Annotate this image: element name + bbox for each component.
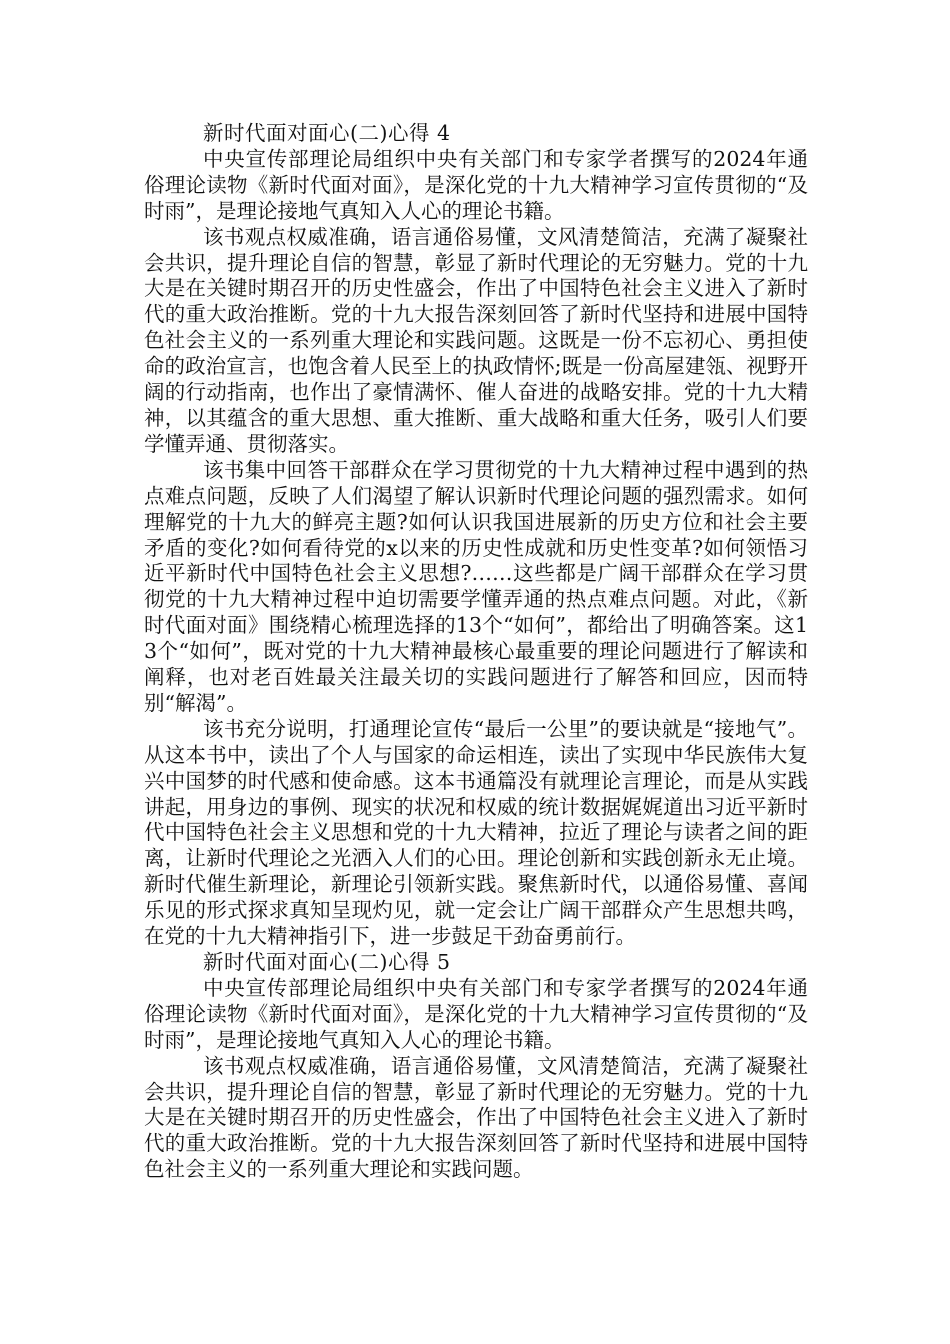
paragraph-hot-issues: 该书集中回答干部群众在学习贯彻党的十九大精神过程中遇到的热点难点问题，反映了人们渴望了解认识新时代理论问题的强烈需求。如何理解党的十九大的鲜亮主题?如何认识我国进展新的历史方位和社会主要矛盾的变化?如何看待党的x以来的历史性成就和历史性变革?如何领悟习近平新时代中国特色社会主义思想?……这些都是广阔干部群众在学习贯彻党的十九大精神过程中迫切需要学懂弄通的热点难点问题。对此，《新时代面对面》围绕精心梳理选择的13个“如何”，都给出了明确答案。这13个“如何”，既对党的十九大精神最核心最重要的理论问题进行了解读和阐释，也对老百姓最关注最关切的实践问题进行了解答和回应，因而特别“解渴”。 xyxy=(144,457,808,715)
paragraph-grounded: 该书充分说明，打通理论宣传“最后一公里”的要诀就是“接地气”。从这本书中，读出了个人与国家的命运相连，读出了实现中华民族伟大复兴中国梦的时代感和使命感。这本书通篇没有就理论言理论，而是从实践讲起，用身边的事例、现实的状况和权威的统计数据娓娓道出习近平新时代中国特色社会主义思想和党的十九大精神，拉近了理论与读者之间的距离，让新时代理论之光洒入人们的心田。理论创新和实践创新永无止境。新时代催生新理论，新理论引领新实践。聚焦新时代，以通俗易懂、喜闻乐见的形式探求真知呈现灼见，就一定会让广阔干部群众产生思想共鸣，在党的十九大精神指引下，进一步鼓足干劲奋勇前行。 xyxy=(144,716,808,949)
paragraph-viewpoint: 该书观点权威准确，语言通俗易懂，文风清楚简洁，充满了凝聚社会共识，提升理论自信的智慧，彰显了新时代理论的无穷魅力。党的十九大是在关键时期召开的历史性盛会，作出了中国特色社会主义进入了新时代的重大政治推断。党的十九大报告深刻回答了新时代坚持和进展中国特色社会主义的一系列重大理论和实践问题。这既是一份不忘初心、勇担使命的政治宣言，也饱含着人民至上的执政情怀;既是一份高屋建瓴、视野开阔的行动指南，也作出了豪情满怀、催人奋进的战略安排。党的十九大精神，以其蕴含的重大思想、重大推断、重大战略和重大任务，吸引人们要学懂弄通、贯彻落实。 xyxy=(144,224,808,456)
paragraph-viewpoint-2: 该书观点权威准确，语言通俗易懂，文风清楚简洁，充满了凝聚社会共识，提升理论自信的智慧，彰显了新时代理论的无穷魅力。党的十九大是在关键时期召开的历史性盛会，作出了中国特色社会主义进入了新时代的重大政治推断。党的十九大报告深刻回答了新时代坚持和进展中国特色社会主义的一系列重大理论和实践问题。 xyxy=(144,1053,808,1182)
document-page xyxy=(144,121,808,1183)
section-heading-4: 新时代面对面心(二)心得 4 xyxy=(203,121,451,145)
paragraph-intro-2: 中央宣传部理论局组织中央有关部门和专家学者撰写的2024年通俗理论读物《新时代面对面》，是深化党的十九大精神学习宣传贯彻的“及时雨”，是理论接地气真知入人心的理论书籍。 xyxy=(144,975,808,1052)
paragraph-intro: 中央宣传部理论局组织中央有关部门和专家学者撰写的2024年通俗理论读物《新时代面对面》，是深化党的十九大精神学习宣传贯彻的“及时雨”，是理论接地气真知入人心的理论书籍。 xyxy=(144,146,808,223)
section-heading-5: 新时代面对面心(二)心得 5 xyxy=(203,950,451,974)
